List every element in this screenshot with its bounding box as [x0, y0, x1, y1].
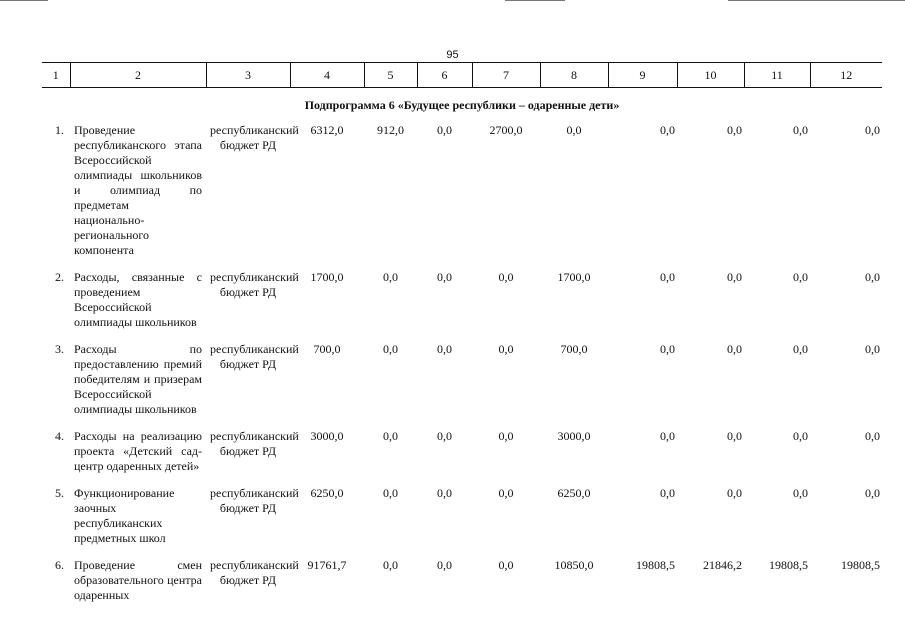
- scan-artifact: [0, 0, 48, 1]
- table-row: [42, 558, 882, 615]
- value-cell: 0,0: [865, 486, 880, 500]
- value-cell: 1700,0: [557, 270, 591, 284]
- value-cell: 0,0: [498, 558, 514, 572]
- activity-name: Расходы по предоставлению премий победителям и призерам Всероссийской олимпиады школьников: [74, 342, 202, 416]
- column-header-7: 7: [472, 63, 540, 88]
- activity-name: Проведение республиканского этапа Всероссийской олимпиады школьников и олимпиад по предметам национально-регионального компонента: [74, 123, 202, 257]
- value-cell: 0,0: [793, 429, 808, 443]
- column-header-11: 11: [744, 63, 810, 88]
- value-cell: 19808,5: [841, 558, 880, 572]
- value-cell: 0,0: [793, 123, 808, 137]
- value-cell: 0,0: [437, 123, 452, 137]
- value-cell: 0,0: [727, 342, 742, 356]
- value-cell: 1700,0: [310, 270, 344, 284]
- table-row: [42, 123, 882, 270]
- activity-name: Функционирование заочных республиканских предметных школ: [74, 486, 175, 545]
- value-cell: 912,0: [377, 123, 404, 137]
- value-cell: 0,0: [566, 123, 582, 137]
- value-cell: 0,0: [437, 342, 452, 356]
- value-cell: 0,0: [793, 486, 808, 500]
- value-cell: 0,0: [383, 270, 398, 284]
- funding-source: республиканский бюджет РД: [210, 486, 299, 515]
- value-cell: 91761,7: [307, 558, 347, 572]
- value-cell: 0,0: [793, 342, 808, 356]
- value-cell: 0,0: [498, 270, 514, 284]
- funding-source: республиканский бюджет РД: [210, 558, 299, 587]
- value-cell: 0,0: [437, 558, 452, 572]
- value-cell: 19808,5: [636, 558, 675, 572]
- value-cell: 0,0: [660, 123, 675, 137]
- value-cell: 0,0: [498, 342, 514, 356]
- value-cell: 6250,0: [557, 486, 591, 500]
- value-cell: 0,0: [660, 342, 675, 356]
- value-cell: 700,0: [560, 342, 588, 356]
- budget-table: [42, 62, 882, 615]
- value-cell: 0,0: [383, 342, 398, 356]
- value-cell: 19808,5: [769, 558, 808, 572]
- value-cell: 21846,2: [703, 558, 742, 572]
- column-header-12: 12: [810, 63, 882, 88]
- table-row: [42, 486, 882, 558]
- table-row: [42, 429, 882, 486]
- value-cell: 0,0: [383, 558, 398, 572]
- value-cell: 0,0: [660, 270, 675, 284]
- row-number: 2.: [55, 270, 64, 284]
- column-header-1: 1: [42, 63, 70, 88]
- funding-source: республиканский бюджет РД: [210, 429, 299, 458]
- value-cell: 0,0: [865, 123, 880, 137]
- value-cell: 0,0: [865, 270, 880, 284]
- funding-source: республиканский бюджет РД: [210, 342, 299, 371]
- value-cell: 0,0: [498, 429, 514, 443]
- table-row: [42, 270, 882, 342]
- funding-source: республиканский бюджет РД: [210, 270, 299, 299]
- column-header-5: 5: [364, 63, 417, 88]
- value-cell: 0,0: [660, 429, 675, 443]
- column-header-6: 6: [417, 63, 472, 88]
- funding-source: республиканский бюджет РД: [210, 123, 299, 152]
- value-cell: 0,0: [498, 486, 514, 500]
- scan-artifact: [728, 0, 905, 1]
- column-header-3: 3: [206, 63, 290, 88]
- activity-name: Расходы, связанные с проведением Всероссийской олимпиады школьников: [74, 270, 202, 329]
- value-cell: 3000,0: [310, 429, 344, 443]
- row-number: 1.: [55, 123, 64, 137]
- value-cell: 6312,0: [310, 123, 344, 137]
- row-number: 5.: [55, 486, 64, 500]
- value-cell: 10850,0: [554, 558, 594, 572]
- value-cell: 0,0: [727, 123, 742, 137]
- value-cell: 0,0: [727, 486, 742, 500]
- row-number: 4.: [55, 429, 64, 443]
- value-cell: 0,0: [437, 429, 452, 443]
- value-cell: 0,0: [727, 270, 742, 284]
- subprogram-row: [42, 88, 882, 124]
- value-cell: 0,0: [660, 486, 675, 500]
- subprogram-title: Подпрограмма 6 «Будущее республики – одаренные дети»: [304, 98, 620, 112]
- value-cell: 0,0: [793, 270, 808, 284]
- value-cell: 0,0: [383, 429, 398, 443]
- scan-artifact: [505, 0, 565, 1]
- value-cell: 0,0: [437, 486, 452, 500]
- value-cell: 3000,0: [557, 429, 591, 443]
- activity-name: Расходы на реализацию проекта «Детский сад-центр одаренных детей»: [74, 429, 202, 473]
- value-cell: 0,0: [727, 429, 742, 443]
- column-header-10: 10: [677, 63, 744, 88]
- value-cell: 700,0: [313, 342, 341, 356]
- value-cell: 0,0: [437, 270, 452, 284]
- value-cell: 0,0: [865, 429, 880, 443]
- value-cell: 6250,0: [310, 486, 344, 500]
- value-cell: 2700,0: [489, 123, 523, 137]
- column-number-row: [42, 63, 882, 88]
- value-cell: 0,0: [383, 486, 398, 500]
- column-header-4: 4: [290, 63, 364, 88]
- column-header-9: 9: [608, 63, 677, 88]
- table-row: [42, 342, 882, 429]
- row-number: 6.: [55, 558, 64, 572]
- column-header-2: 2: [70, 63, 206, 88]
- column-header-8: 8: [540, 63, 608, 88]
- page-number: 95: [446, 49, 459, 61]
- value-cell: 0,0: [865, 342, 880, 356]
- activity-name: Проведение смен образовательного центра одаренных: [74, 558, 202, 602]
- row-number: 3.: [55, 342, 64, 356]
